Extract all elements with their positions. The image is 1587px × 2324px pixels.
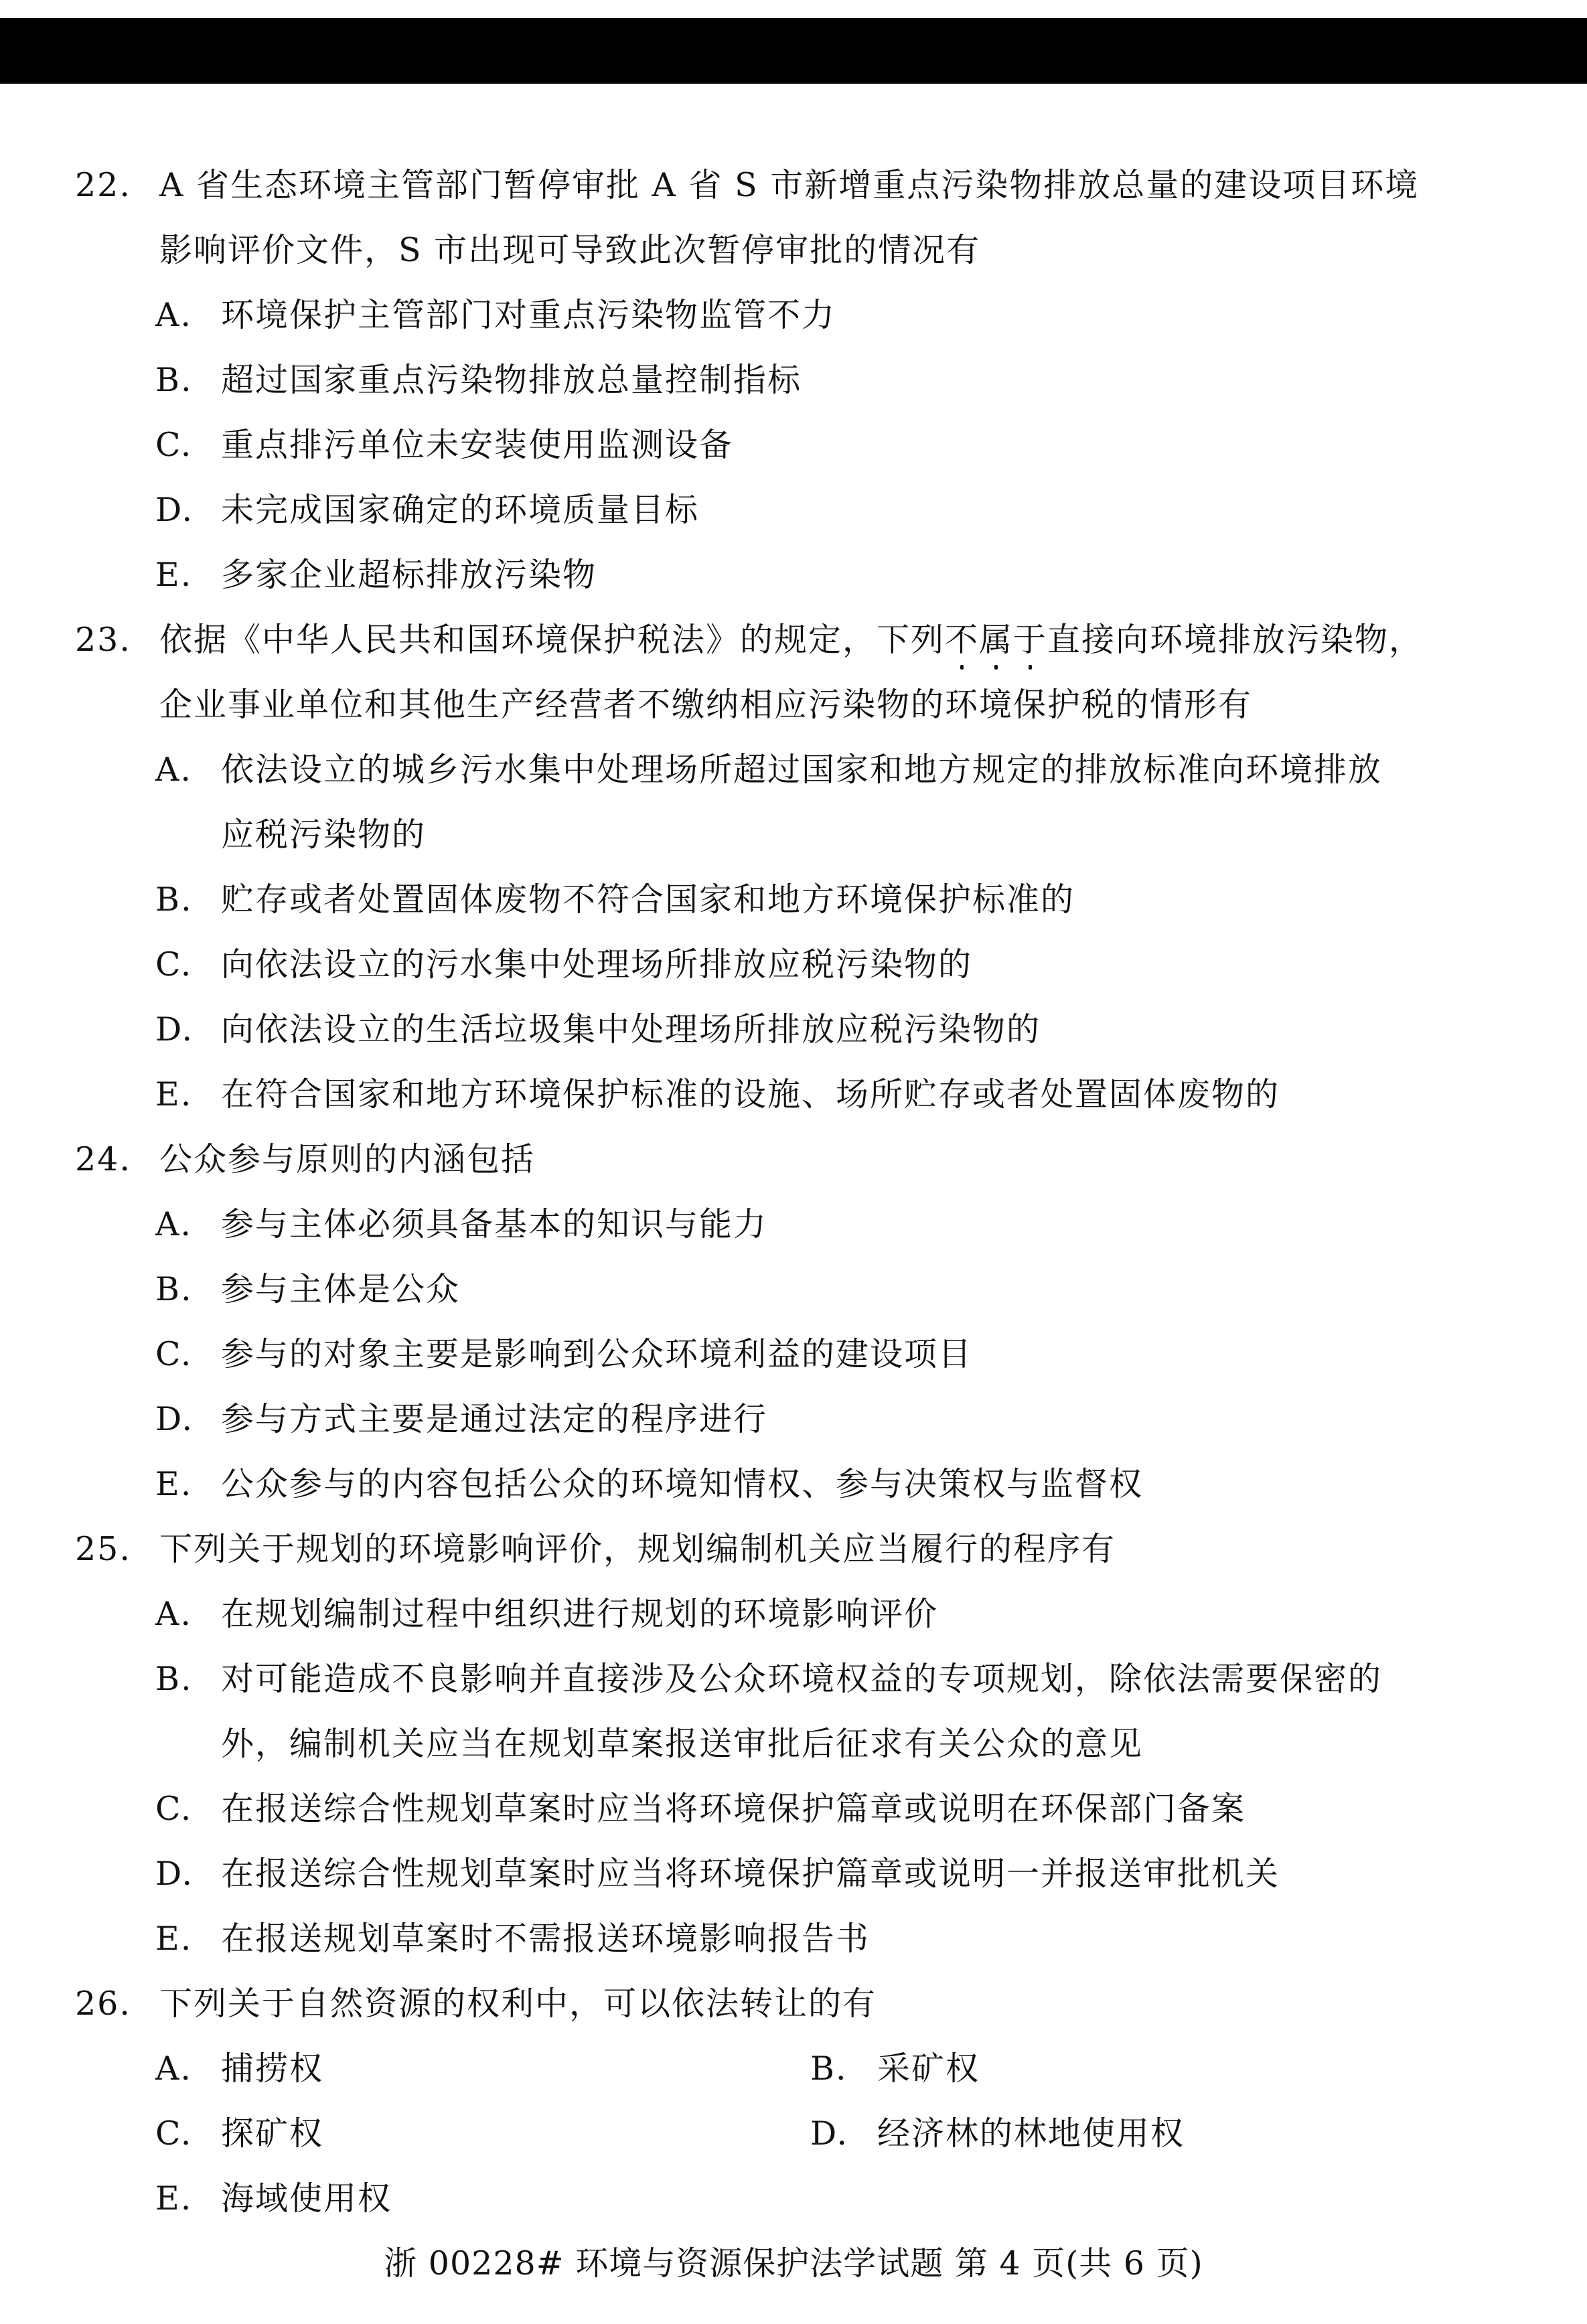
option-b xyxy=(0,347,1587,412)
question-stem: A 省生态环境主管部门暂停审批 A 省 S 市新增重点污染物排放总量的建设项目环境 xyxy=(159,166,1420,204)
option-text: 采矿权 xyxy=(877,2049,980,2088)
question-stem-line xyxy=(0,153,1587,218)
option-letter: B. xyxy=(810,2049,848,2088)
option-b xyxy=(0,1646,1587,1711)
question-stem-line xyxy=(0,1971,1587,2036)
option-text: 参与方式主要是通过法定的程序进行 xyxy=(221,1400,768,1438)
option-letter: B. xyxy=(155,1270,193,1308)
question-stem: 公众参与原则的内涵包括 xyxy=(159,1140,536,1178)
option-letter: C. xyxy=(155,1335,193,1373)
option-text: 参与主体必须具备基本的知识与能力 xyxy=(221,1205,768,1243)
question-stem: 影响评价文件，S 市出现可导致此次暂停审批的情况有 xyxy=(159,231,981,269)
option-letter: A. xyxy=(155,1205,192,1243)
option-text: 在规划编制过程中组织进行规划的环境影响评价 xyxy=(221,1595,939,1633)
option-d xyxy=(0,1841,1587,1906)
option-text: 在报送综合性规划草案时应当将环境保护篇章或说明在环保部门备案 xyxy=(221,1790,1246,1828)
option-text: 环境保护主管部门对重点污染物监管不力 xyxy=(221,296,836,334)
question-stem-line xyxy=(0,607,1587,672)
option-c xyxy=(0,1322,1587,1387)
question-23 xyxy=(0,607,1587,1127)
option-text: 向依法设立的生活垃圾集中处理场所排放应税污染物的 xyxy=(221,1010,1041,1049)
question-number: 26. xyxy=(75,1985,131,2023)
option-e xyxy=(0,542,1587,607)
option-letter: C. xyxy=(155,2114,193,2153)
option-letter: E. xyxy=(155,556,193,594)
option-letter: E. xyxy=(155,2179,193,2218)
option-c xyxy=(0,412,1587,477)
option-letter: A. xyxy=(155,1595,192,1633)
option-text: 参与的对象主要是影响到公众环境利益的建设项目 xyxy=(221,1335,973,1373)
option-letter: B. xyxy=(155,1660,193,1698)
option-d xyxy=(0,1387,1587,1452)
option-text: 多家企业超标排放污染物 xyxy=(221,556,597,594)
exam-page xyxy=(0,153,1587,2231)
option-row-e xyxy=(0,2166,1587,2231)
question-number: 23. xyxy=(75,621,131,659)
option-text: 未完成国家确定的环境质量目标 xyxy=(221,491,700,529)
option-d xyxy=(0,997,1587,1062)
option-letter: D. xyxy=(155,1400,194,1438)
option-c xyxy=(0,1776,1587,1841)
redaction-bar xyxy=(0,18,1587,84)
option-letter: D. xyxy=(155,1010,194,1049)
option-row-cd xyxy=(0,2101,1587,2166)
option-letter: E. xyxy=(155,1920,193,1958)
stem-text-after: 直接向环境排放污染物， xyxy=(1047,621,1424,659)
option-text: 超过国家重点污染物排放总量控制指标 xyxy=(221,361,802,399)
option-text: 公众参与的内容包括公众的环境知情权、参与决策权与监督权 xyxy=(221,1465,1144,1503)
option-letter: A. xyxy=(155,2049,192,2088)
question-stem: 企业事业单位和其他生产经营者不缴纳相应污染物的环境保护税的情形有 xyxy=(159,686,1253,724)
question-stem xyxy=(159,607,1423,672)
question-stem-line xyxy=(0,672,1587,737)
emphasis-text xyxy=(945,621,1047,659)
question-stem: 下列关于规划的环境影响评价，规划编制机关应当履行的程序有 xyxy=(159,1530,1116,1568)
option-letter: B. xyxy=(155,361,193,399)
option-e xyxy=(0,1062,1587,1127)
option-b xyxy=(0,1257,1587,1322)
option-d xyxy=(0,477,1587,542)
question-stem-line xyxy=(0,1127,1587,1192)
option-text: 应税污染物的 xyxy=(221,816,427,854)
question-stem-line xyxy=(0,218,1587,283)
question-25 xyxy=(0,1517,1587,1971)
option-a-continuation xyxy=(0,802,1587,867)
option-a xyxy=(0,283,1587,347)
option-text: 向依法设立的污水集中处理场所排放应税污染物的 xyxy=(221,945,973,984)
emphasis-word: 不属于 xyxy=(945,621,1048,659)
option-b-continuation xyxy=(0,1711,1587,1776)
question-22 xyxy=(0,153,1587,607)
option-letter: E. xyxy=(155,1075,193,1113)
option-letter: D. xyxy=(810,2114,849,2153)
option-letter: D. xyxy=(155,491,194,529)
option-text: 贮存或者处置固体废物不符合国家和地方环境保护标准的 xyxy=(221,880,1075,919)
option-text: 对可能造成不良影响并直接涉及公众环境权益的专项规划，除依法需要保密的 xyxy=(221,1660,1383,1698)
option-text: 捕捞权 xyxy=(221,2049,324,2088)
option-text: 重点排污单位未安装使用监测设备 xyxy=(221,426,734,464)
option-letter: C. xyxy=(155,426,193,464)
option-text: 在报送综合性规划草案时应当将环境保护篇章或说明一并报送审批机关 xyxy=(221,1855,1280,1893)
emphasis-dots xyxy=(945,665,1047,672)
option-letter: A. xyxy=(155,296,192,334)
option-a xyxy=(0,737,1587,802)
option-letter: B. xyxy=(155,880,193,919)
question-stem: 下列关于自然资源的权利中，可以依法转让的有 xyxy=(159,1985,877,2023)
option-a xyxy=(0,1192,1587,1257)
question-number: 25. xyxy=(75,1530,131,1568)
option-text: 海域使用权 xyxy=(221,2179,392,2218)
page-footer: 浙 00228# 环境与资源保护法学试题 第 4 页(共 6 页) xyxy=(384,2244,1203,2282)
question-26 xyxy=(0,1971,1587,2231)
option-text: 参与主体是公众 xyxy=(221,1270,461,1308)
option-letter: C. xyxy=(155,1790,193,1828)
option-c xyxy=(0,932,1587,997)
option-letter: D. xyxy=(155,1855,194,1893)
option-e xyxy=(0,1906,1587,1971)
stem-text-before: 依据《中华人民共和国环境保护税法》的规定，下列 xyxy=(159,621,946,659)
option-text: 探矿权 xyxy=(221,2114,324,2153)
option-text: 在报送规划草案时不需报送环境影响报告书 xyxy=(221,1920,871,1958)
option-letter: E. xyxy=(155,1465,193,1503)
option-letter: A. xyxy=(155,751,192,789)
option-row-ab xyxy=(0,2036,1587,2101)
option-text: 在符合国家和地方环境保护标准的设施、场所贮存或者处置固体废物的 xyxy=(221,1075,1280,1113)
question-stem-line xyxy=(0,1517,1587,1581)
question-number: 22. xyxy=(75,166,131,204)
question-24 xyxy=(0,1127,1587,1517)
option-a xyxy=(0,1581,1587,1646)
option-e xyxy=(0,1452,1587,1517)
option-text: 外，编制机关应当在规划草案报送审批后征求有关公众的意见 xyxy=(221,1725,1144,1763)
option-letter: C. xyxy=(155,945,193,984)
option-text: 经济林的林地使用权 xyxy=(877,2114,1185,2153)
question-number: 24. xyxy=(75,1140,131,1178)
option-text: 依法设立的城乡污水集中处理场所超过国家和地方规定的排放标准向环境排放 xyxy=(221,751,1383,789)
option-b xyxy=(0,867,1587,932)
